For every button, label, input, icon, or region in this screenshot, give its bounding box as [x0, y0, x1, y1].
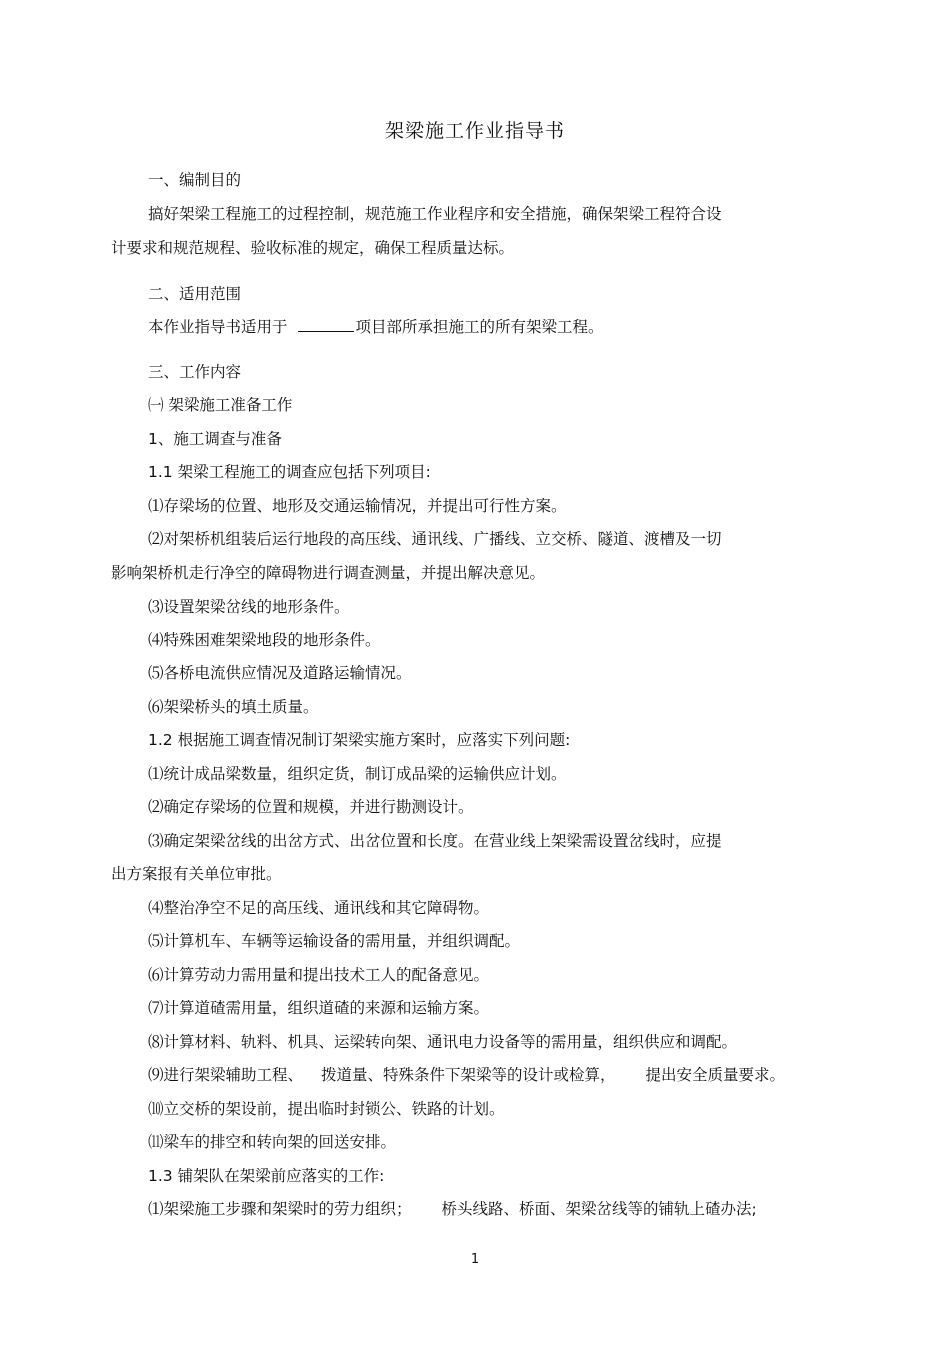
list-item [148, 1199, 757, 1219]
list-item: ⑸计算机车、车辆等运输设备的需用量，并组织调配。 [148, 932, 521, 950]
list-item: ⑹架梁桥头的填土质量。 [148, 698, 319, 716]
list-item: ⑷特殊困难架梁地段的地形条件。 [148, 631, 381, 649]
scope-text-after: 项目部所承担施工的所有架梁工程。 [355, 318, 604, 336]
scope-text-before: 本作业指导书适用于 [148, 318, 288, 336]
project-name-blank [298, 317, 354, 332]
section-1-paragraph-line-1: 搞好架梁工程施工的过程控制，规范施工作业程序和安全措施，确保架梁工程符合设 [148, 205, 722, 223]
list-item: ⑸各桥电流供应情况及道路运输情况。 [148, 664, 412, 682]
clause-1-1-title: 1.1 架梁工程施工的调查应包括下列项目: [148, 463, 431, 481]
list-item: ⑺计算道碴需用量，组织道碴的来源和运输方案。 [148, 999, 490, 1017]
clause-1-2-title: 1.2 根据施工调查情况制订架梁实施方案时，应落实下列问题: [148, 731, 571, 749]
list-item: ⑻计算材料、轨料、机具、运梁转向架、通讯电力设备等的需用量，组织供应和调配。 [148, 1033, 738, 1051]
subsection-heading: 1、施工调查与准备 [148, 430, 282, 448]
subsection-heading: ㈠ 架梁施工准备工作 [148, 396, 293, 414]
list-item: ⑶确定架梁岔线的出岔方式、出岔位置和长度。在营业线上架梁需设置岔线时，应提 [148, 832, 722, 850]
list-item: ⑶设置架梁岔线的地形条件。 [148, 598, 350, 616]
list-item-part: 提出安全质量要求。 [645, 1066, 786, 1084]
list-item-part: ⑴架梁施工步骤和架梁时的劳力组织； [148, 1200, 412, 1218]
section-1-heading: 一、编制目的 [148, 171, 242, 189]
list-item: ⑽立交桥的架设前，提出临时封锁公、铁路的计划。 [148, 1100, 505, 1118]
list-item: ⑵确定存梁场的位置和规模，并进行勘测设计。 [148, 798, 474, 816]
list-item-part: ⑼进行架梁辅助工程、 [148, 1066, 304, 1084]
list-item [148, 1065, 785, 1085]
list-item-part: 桥头线路、桥面、架梁岔线等的铺轨上碴办法; [441, 1200, 757, 1218]
section-3-heading: 三、工作内容 [148, 363, 242, 381]
document-title: 架梁施工作业指导书 [384, 120, 565, 142]
clause-1-3-title: 1.3 铺架队在架梁前应落实的工作: [148, 1167, 385, 1185]
list-item-continuation: 影响架桥机走行净空的障碍物进行调查测量，并提出解决意见。 [111, 564, 546, 582]
list-item: ⑵对架桥机组装后运行地段的高压线、通讯线、广播线、立交桥、隧道、渡槽及一切 [148, 530, 722, 548]
list-item-continuation: 出方案报有关单位审批。 [111, 865, 282, 883]
list-item: ⑾梁车的排空和转向架的回送安排。 [148, 1133, 397, 1151]
list-item: ⑴统计成品梁数量，组织定货，制订成品梁的运输供应计划。 [148, 765, 567, 783]
list-item: ⑴存梁场的位置、地形及交通运输情况，并提出可行性方案。 [148, 497, 567, 515]
section-1-paragraph-line-2: 计要求和规范规程、验收标准的规定，确保工程质量达标。 [111, 239, 515, 257]
page-number: 1 [470, 1252, 480, 1267]
list-item: ⑷整治净空不足的高压线、通讯线和其它障碍物。 [148, 899, 490, 917]
list-item-part: 拨道量、特殊条件下架梁等的设计或检算， [321, 1066, 616, 1084]
list-item: ⑹计算劳动力需用量和提出技术工人的配备意见。 [148, 966, 490, 984]
section-2-paragraph [148, 317, 604, 337]
section-2-heading: 二、适用范围 [148, 285, 242, 303]
